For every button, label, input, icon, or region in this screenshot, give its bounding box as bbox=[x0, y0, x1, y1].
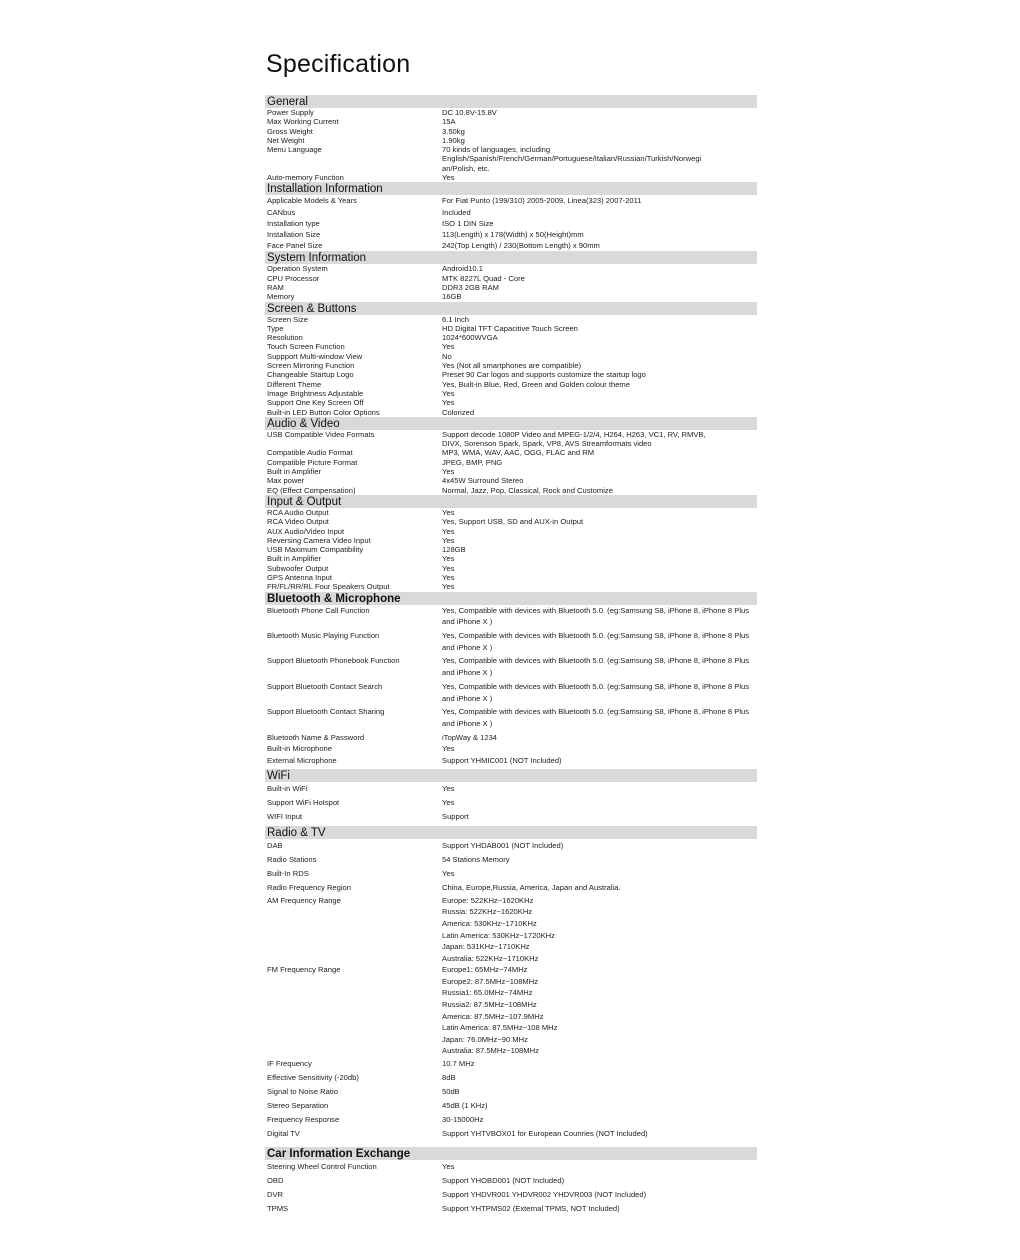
spec-value: 70 kinds of languages, including English/Spanish/French/German/Portuguese/Italian/Russian/Turkish/Norwegi an/Polish, etc. bbox=[442, 145, 702, 173]
spec-value: China, Europe,Russia, America, Japan and Australia. bbox=[442, 882, 621, 892]
spec-label: CANbus bbox=[267, 207, 296, 217]
spec-row bbox=[265, 1113, 757, 1127]
spec-row bbox=[265, 283, 757, 292]
spec-label: Type bbox=[267, 323, 284, 333]
spec-label: Built-in WiFi bbox=[267, 783, 308, 793]
spec-value: Support YHTPMS02 (External TPMS, NOT Included) bbox=[442, 1204, 620, 1214]
spec-label: Auto-memory Function bbox=[267, 173, 344, 183]
spec-row bbox=[265, 1085, 757, 1099]
spec-row bbox=[265, 706, 757, 729]
spec-label: Built in Amplifier bbox=[267, 467, 322, 477]
spec-label: Max Working Current bbox=[267, 117, 339, 127]
spec-value: Yes bbox=[442, 563, 455, 573]
spec-row bbox=[265, 274, 757, 283]
section-heading: Car Information Exchange bbox=[265, 1147, 757, 1160]
spec-value: Yes bbox=[442, 582, 455, 592]
spec-row bbox=[265, 398, 757, 407]
spec-row bbox=[265, 1160, 757, 1174]
spec-label: Touch Screen Function bbox=[267, 342, 345, 352]
spec-row bbox=[265, 408, 757, 417]
spec-value: Yes bbox=[442, 535, 455, 545]
spec-row bbox=[265, 605, 757, 628]
spec-label: Gross Weight bbox=[267, 126, 313, 136]
spec-row bbox=[265, 136, 757, 145]
spec-label: Reversing Camera Video Input bbox=[267, 535, 371, 545]
spec-value: Support YHMIC001 (NOT Included) bbox=[442, 756, 562, 766]
spec-row bbox=[265, 218, 757, 229]
spec-value: Support YHDAB001 (NOT Included) bbox=[442, 840, 564, 850]
section-installation-information bbox=[265, 182, 757, 251]
spec-row bbox=[265, 315, 757, 324]
section-heading: Screen & Buttons bbox=[265, 302, 757, 315]
spec-label: Effective Sensitivity (-20db) bbox=[267, 1073, 359, 1083]
spec-row bbox=[265, 964, 757, 1057]
section-screen-buttons bbox=[265, 302, 757, 417]
spec-row bbox=[265, 853, 757, 867]
spec-value: Yes bbox=[442, 573, 455, 582]
spec-value: DC 10.8V-15.8V bbox=[442, 108, 497, 117]
spec-label: Support One Key Screen Off bbox=[267, 398, 364, 408]
section-bluetooth-microphone bbox=[265, 592, 757, 767]
specification-table bbox=[265, 95, 757, 1216]
spec-label: Suppport Multi-window View bbox=[267, 351, 363, 361]
spec-value: Europe: 522KHz~1620KHz Russia: 522KHz~1620KHz America: 530KHz~1710KHz Latin America: 530KHz~1720KHz Japan: 531KHz~1710KHz Australia: 522KHz~1710KHz bbox=[442, 895, 555, 963]
spec-value: Android10.1 bbox=[442, 264, 483, 274]
spec-value: Yes bbox=[442, 744, 455, 754]
spec-value: 15A bbox=[442, 117, 456, 127]
spec-value: Yes bbox=[442, 797, 455, 807]
spec-value: 1.90kg bbox=[442, 135, 465, 145]
spec-value: Europe1: 65MHz~74MHz Europe2: 87.5MHz~108MHz Russia1: 65.0MHz~74MHz Russia2: 87.5MHz~108MHz America: 87.5MHz~107.9MHz Latin America: 87.5MHz~108 MHz Japan: 76.0MHz~90 MHz Australia: 87.5MHz~108MHz bbox=[442, 965, 558, 1056]
spec-value: 4x45W Surround Stereo bbox=[442, 476, 524, 486]
spec-label: Applicable Models & Years bbox=[267, 196, 357, 206]
spec-value: Colorized bbox=[442, 407, 475, 417]
section-heading: System Information bbox=[265, 251, 757, 264]
spec-value: 10.7 MHz bbox=[442, 1059, 475, 1069]
spec-row bbox=[265, 810, 757, 824]
section-heading: Audio & Video bbox=[265, 417, 757, 430]
spec-row bbox=[265, 782, 757, 796]
spec-row bbox=[265, 361, 757, 370]
spec-row bbox=[265, 229, 757, 240]
spec-label: Frequency Response bbox=[267, 1115, 340, 1125]
spec-row bbox=[265, 173, 757, 182]
spec-row bbox=[265, 1188, 757, 1202]
spec-label: Digital TV bbox=[267, 1129, 300, 1139]
spec-value: Yes bbox=[442, 868, 455, 878]
spec-label: IF Frequency bbox=[267, 1059, 312, 1069]
spec-label: Changeable Startup Logo bbox=[267, 370, 354, 380]
spec-row bbox=[265, 467, 757, 476]
spec-row bbox=[265, 755, 757, 767]
spec-label: Compatible Audio Format bbox=[267, 448, 353, 458]
spec-row bbox=[265, 554, 757, 563]
spec-value: Yes, Compatible with devices with Bluetooth 5.0. (eg:Samsung S8, iPhone 8, iPhone 8 Plus and iPhone X ) bbox=[442, 681, 750, 703]
spec-row bbox=[265, 1099, 757, 1113]
spec-label: USB Compatible Video Formats bbox=[267, 429, 375, 439]
spec-label: Installation type bbox=[267, 218, 320, 228]
spec-label: Different Theme bbox=[267, 379, 322, 389]
spec-value: 54 Stations Memory bbox=[442, 854, 510, 864]
spec-row bbox=[265, 389, 757, 398]
spec-value: Yes, Compatible with devices with Bluetooth 5.0. (eg:Samsung S8, iPhone 8, iPhone 8 Plus and iPhone X ) bbox=[442, 605, 750, 627]
spec-row bbox=[265, 448, 757, 457]
spec-value: 30-15000Hz bbox=[442, 1115, 484, 1125]
spec-row bbox=[265, 582, 757, 591]
spec-row bbox=[265, 1071, 757, 1085]
section-wifi bbox=[265, 769, 757, 824]
spec-row bbox=[265, 458, 757, 467]
section-heading: Bluetooth & Microphone bbox=[265, 592, 757, 605]
spec-label: Screen Size bbox=[267, 314, 308, 324]
spec-row bbox=[265, 430, 757, 449]
section-audio-video bbox=[265, 417, 757, 495]
spec-label: External Microphone bbox=[267, 756, 337, 766]
spec-value: 45dB (1 KHz) bbox=[442, 1101, 488, 1111]
spec-label: Menu Language bbox=[267, 145, 322, 155]
spec-label: Built in Amplifier bbox=[267, 554, 322, 564]
spec-label: DVR bbox=[267, 1190, 284, 1200]
spec-label: Built-in LED Button Color Options bbox=[267, 407, 380, 417]
spec-row bbox=[265, 352, 757, 361]
spec-label: Resolution bbox=[267, 333, 303, 343]
spec-row bbox=[265, 655, 757, 678]
spec-row bbox=[265, 1057, 757, 1071]
spec-value: Support YHTVBOX01 for European Counries (NOT Included) bbox=[442, 1129, 648, 1139]
spec-label: Face Panel Size bbox=[267, 241, 323, 251]
spec-label: GPS Antenna Input bbox=[267, 573, 333, 582]
spec-row bbox=[265, 573, 757, 582]
spec-label: FR/FL/RR/RL Four Speakers Output bbox=[267, 582, 390, 592]
spec-label: Support Bluetooth Phonebook Function bbox=[267, 656, 400, 666]
spec-value: For Fiat Punto (199/310) 2005-2009, Linea(323) 2007-2011 bbox=[442, 196, 642, 206]
spec-label: TPMS bbox=[267, 1204, 289, 1214]
spec-value: Yes, Support USB, SD and AUX-in Output bbox=[442, 517, 584, 527]
spec-value: Support decode 1080P Video and MPEG-1/2/4, H264, H263, VC1, RV, RMVB, DIVX, Sorenson Spark, Spark, VP8, AVS Streamformats video bbox=[442, 429, 706, 449]
spec-label: Stereo Separation bbox=[267, 1101, 329, 1111]
spec-row bbox=[265, 370, 757, 379]
spec-row bbox=[265, 264, 757, 273]
spec-label: RAM bbox=[267, 282, 284, 292]
spec-value: Yes bbox=[442, 554, 455, 564]
spec-value: Normal, Jazz, Pop, Classical, Rock and Customize bbox=[442, 485, 613, 495]
spec-value: Yes bbox=[442, 388, 455, 398]
spec-row bbox=[265, 881, 757, 895]
spec-row bbox=[265, 207, 757, 218]
section-heading: WiFi bbox=[265, 769, 757, 782]
spec-label: Subwoofer Output bbox=[267, 563, 329, 573]
spec-label: Power Supply bbox=[267, 108, 314, 117]
spec-value: 16GB bbox=[442, 292, 462, 302]
spec-value: Support YHOBD001 (NOT Included) bbox=[442, 1176, 565, 1186]
spec-value: Yes, Compatible with devices with Bluetooth 5.0. (eg:Samsung S8, iPhone 8, iPhone 8 Plus and iPhone X ) bbox=[442, 656, 750, 678]
spec-label: Max power bbox=[267, 476, 305, 486]
spec-value: Yes, Compatible with devices with Bluetooth 5.0. (eg:Samsung S8, iPhone 8, iPhone 8 Plus and iPhone X ) bbox=[442, 707, 750, 728]
spec-label: Support Bluetooth Contact Sharing bbox=[267, 707, 385, 717]
spec-value: HD Digital TFT Capacitive Touch Screen bbox=[442, 323, 578, 333]
spec-label: FM Frequency Range bbox=[267, 965, 341, 975]
spec-label: Installation Size bbox=[267, 229, 321, 239]
spec-label: OBD bbox=[267, 1176, 284, 1186]
spec-value: DDR3 2GB RAM bbox=[442, 282, 499, 292]
spec-value: 242(Top Length) / 230(Bottom Length) x 90mm bbox=[442, 241, 600, 251]
spec-value: Preset 90 Car logos and supports customize the startup logo bbox=[442, 370, 646, 380]
spec-label: Radio Stations bbox=[267, 854, 317, 864]
spec-row bbox=[265, 545, 757, 554]
spec-value: 8dB bbox=[442, 1073, 456, 1083]
spec-label: RCA Video Output bbox=[267, 517, 329, 527]
spec-value: MP3, WMA, WAV, AAC, OGG, FLAC and RM bbox=[442, 448, 595, 458]
spec-row bbox=[265, 486, 757, 495]
spec-value: 6.1 Inch bbox=[442, 314, 470, 324]
spec-row bbox=[265, 380, 757, 389]
spec-label: AM Frequency Range bbox=[267, 895, 341, 905]
spec-label: DAB bbox=[267, 840, 283, 850]
spec-row bbox=[265, 743, 757, 755]
spec-row bbox=[265, 508, 757, 517]
spec-value: Yes bbox=[442, 342, 455, 352]
spec-value: Yes bbox=[442, 783, 455, 793]
spec-label: Memory bbox=[267, 292, 295, 302]
spec-label: CPU Processor bbox=[267, 273, 320, 283]
spec-value: 3.50kg bbox=[442, 126, 465, 136]
spec-value: Included bbox=[442, 207, 471, 217]
spec-value: 1024*600WVGA bbox=[442, 333, 498, 343]
spec-label: Built-in Microphone bbox=[267, 744, 332, 754]
section-radio-tv bbox=[265, 826, 757, 1141]
section-system-information bbox=[265, 251, 757, 301]
page-title: Specification bbox=[266, 50, 411, 78]
spec-label: Operation System bbox=[267, 264, 328, 274]
spec-row bbox=[265, 527, 757, 536]
spec-label: Support Bluetooth Contact Search bbox=[267, 681, 383, 691]
spec-row bbox=[265, 536, 757, 545]
spec-label: Compatible Picture Format bbox=[267, 457, 358, 467]
spec-value: No bbox=[442, 351, 452, 361]
spec-value: Yes bbox=[442, 507, 455, 517]
spec-row bbox=[265, 127, 757, 136]
spec-label: WIFI Input bbox=[267, 811, 303, 821]
spec-label: Bluetooth Name & Password bbox=[267, 732, 365, 742]
section-heading: Radio & TV bbox=[265, 826, 757, 839]
spec-value: Support bbox=[442, 811, 469, 821]
spec-value: 128GB bbox=[442, 545, 466, 555]
spec-row bbox=[265, 240, 757, 251]
spec-label: EQ (Effect Compensation) bbox=[267, 485, 356, 495]
spec-label: RCA Audio Output bbox=[267, 507, 329, 517]
spec-row bbox=[265, 796, 757, 810]
spec-row bbox=[265, 732, 757, 744]
spec-value: Yes, Compatible with devices with Bluetooth 5.0. (eg:Samsung S8, iPhone 8, iPhone 8 Plus and iPhone X ) bbox=[442, 631, 750, 652]
spec-label: Radio Frequency Region bbox=[267, 882, 352, 892]
spec-label: Steering Wheel Control Function bbox=[267, 1162, 377, 1172]
spec-row bbox=[265, 681, 757, 704]
spec-value: Yes bbox=[442, 1162, 455, 1172]
spec-label: Image Brightness Adjustable bbox=[267, 388, 364, 398]
spec-row bbox=[265, 145, 757, 173]
spec-label: USB Maximum Compatibility bbox=[267, 545, 364, 555]
spec-row bbox=[265, 1127, 757, 1141]
spec-value: 113(Length) x 178(Width) x 50(Height)mm bbox=[442, 229, 584, 239]
spec-label: Built-In RDS bbox=[267, 868, 309, 878]
spec-label: Signal to Noise Ratio bbox=[267, 1087, 338, 1097]
spec-value: Yes bbox=[442, 173, 455, 183]
spec-value: Support YHDVR001 YHDVR002 YHDVR003 (NOT Included) bbox=[442, 1190, 647, 1200]
spec-row bbox=[265, 895, 757, 965]
section-heading: General bbox=[265, 95, 757, 108]
spec-value: Yes bbox=[442, 398, 455, 408]
spec-label: Bluetooth Phone Call Function bbox=[267, 605, 370, 615]
spec-value: 50dB bbox=[442, 1087, 460, 1097]
spec-row bbox=[265, 1174, 757, 1188]
spec-label: Screen Mirroring Function bbox=[267, 361, 355, 371]
spec-label: Support WiFi Hotspot bbox=[267, 797, 340, 807]
spec-row bbox=[265, 517, 757, 526]
spec-value: Yes bbox=[442, 526, 455, 536]
spec-row bbox=[265, 867, 757, 881]
section-car-information-exchange bbox=[265, 1147, 757, 1216]
spec-row bbox=[265, 324, 757, 333]
spec-value: Yes, Built-in Blue, Red, Green and Golden colour theme bbox=[442, 379, 630, 389]
spec-row bbox=[265, 333, 757, 342]
spec-value: MTK 8227L Quad - Core bbox=[442, 273, 525, 283]
section-heading: Input & Output bbox=[265, 495, 757, 508]
section-general bbox=[265, 95, 757, 182]
spec-label: Net Weight bbox=[267, 135, 305, 145]
section-heading: Installation Information bbox=[265, 182, 757, 195]
spec-row bbox=[265, 839, 757, 853]
spec-row bbox=[265, 195, 757, 206]
spec-label: Bluetooth Music Playing Function bbox=[267, 631, 380, 640]
spec-label: AUX Audio/Video Input bbox=[267, 526, 345, 536]
spec-row bbox=[265, 117, 757, 126]
spec-row bbox=[265, 476, 757, 485]
spec-value: ISO 1 DIN Size bbox=[442, 218, 494, 228]
spec-value: Yes bbox=[442, 467, 455, 477]
section-input-output bbox=[265, 495, 757, 592]
spec-row bbox=[265, 108, 757, 117]
spec-row bbox=[265, 342, 757, 351]
spec-row bbox=[265, 630, 757, 653]
spec-value: Yes (Not all smartphones are compatible) bbox=[442, 361, 582, 371]
spec-value: JPEG, BMP, PNG bbox=[442, 457, 503, 467]
spec-row bbox=[265, 292, 757, 301]
spec-row bbox=[265, 1202, 757, 1216]
spec-value: iTopWay & 1234 bbox=[442, 732, 498, 742]
spec-row bbox=[265, 564, 757, 573]
